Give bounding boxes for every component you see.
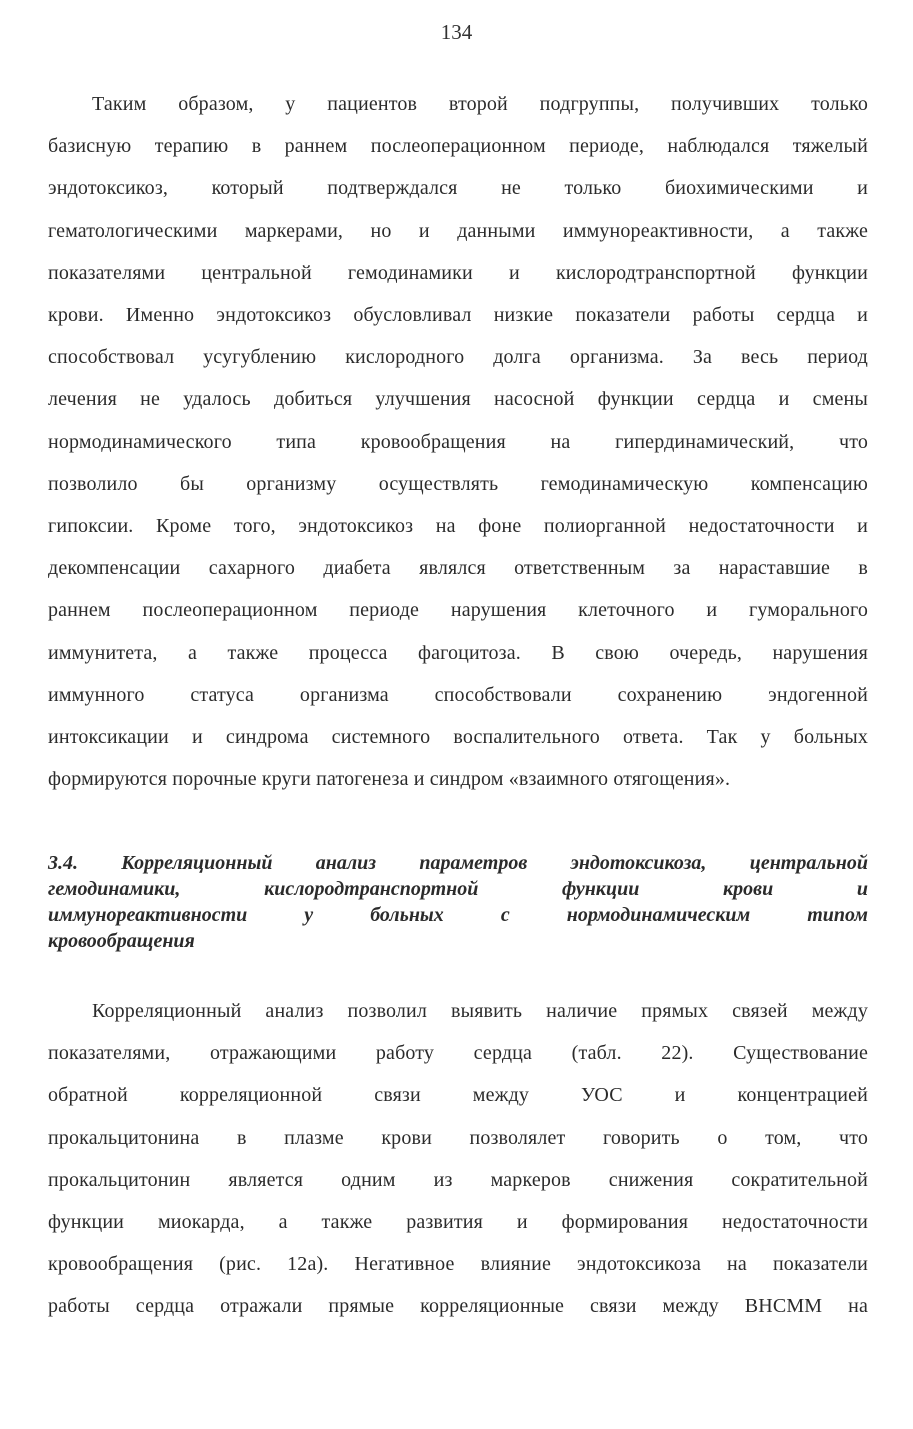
- text-line: раннем послеоперационном периоде нарушения клеточного и гуморального: [48, 599, 868, 622]
- text-line: кровообращения (рис. 12а). Негативное влияние эндотоксикоза на показатели: [48, 1253, 868, 1276]
- text-line: базисную терапию в раннем послеоперационном периоде, наблюдался тяжелый: [48, 135, 868, 158]
- text-line: функции миокарда, а также развития и формирования недостаточности: [48, 1211, 868, 1234]
- text-line: формируются порочные круги патогенеза и синдром «взаимного отягощения».: [48, 768, 731, 791]
- heading-line: гемодинамики, кислородтранспортной функции крови и: [48, 878, 868, 900]
- text-line: прокальцитонина в плазме крови позволялет говорить о том, что: [48, 1126, 868, 1149]
- text-line: работы сердца отражали прямые корреляционные связи между ВНСММ на: [48, 1295, 868, 1318]
- text-line: гипоксии. Кроме того, эндотоксикоз на фоне полиорганной недостаточности и: [48, 515, 868, 538]
- text-line: нормодинамического типа кровообращения на гипердинамический, что: [48, 430, 868, 453]
- text-line: эндотоксикоз, который подтверждался не только биохимическими и: [48, 177, 868, 200]
- text-line: интоксикации и синдрома системного воспалительного ответа. Так у больных: [48, 726, 868, 749]
- text-line: способствовал усугублению кислородного долга организма. За весь период: [48, 346, 868, 369]
- text-line: позволило бы организму осуществлять гемодинамическую компенсацию: [48, 472, 868, 495]
- text-line: показателями центральной гемодинамики и кислородтранспортной функции: [48, 261, 868, 284]
- text-line: иммунитета, а также процесса фагоцитоза. В свою очередь, нарушения: [48, 641, 868, 664]
- text-line: гематологическими маркерами, но и данными иммунореактивности, а также: [48, 219, 868, 242]
- paragraph-correlation: [48, 990, 868, 1328]
- text-line: лечения не удалось добиться улучшения насосной функции сердца и смены: [48, 388, 868, 411]
- heading-line: 3.4. Корреляционный анализ параметров эндотоксикоза, центральной: [48, 852, 868, 874]
- paragraph-summary: [48, 83, 868, 800]
- section-heading: [48, 850, 868, 954]
- text-line: прокальцитонин является одним из маркеров снижения сократительной: [48, 1168, 868, 1191]
- text-line: показателями, отражающими работу сердца (табл. 22). Существование: [48, 1042, 868, 1065]
- page-number: 134: [440, 20, 473, 44]
- text-line: декомпенсации сахарного диабета являлся ответственным за нараставшие в: [48, 557, 868, 580]
- text-line: обратной корреляционной связи между УОС и концентрацией: [48, 1084, 868, 1107]
- text-line: крови. Именно эндотоксикоз обусловливал низкие показатели работы сердца и: [48, 304, 868, 327]
- text-line: Таким образом, у пациентов второй подгруппы, получивших только: [92, 93, 868, 115]
- heading-line: иммунореактивности у больных с нормодинамическим типом: [48, 904, 868, 926]
- heading-line: кровообращения: [48, 930, 195, 952]
- text-line: иммунного статуса организма способствовали сохранению эндогенной: [48, 683, 868, 706]
- text-line: Корреляционный анализ позволил выявить наличие прямых связей между: [92, 1000, 868, 1022]
